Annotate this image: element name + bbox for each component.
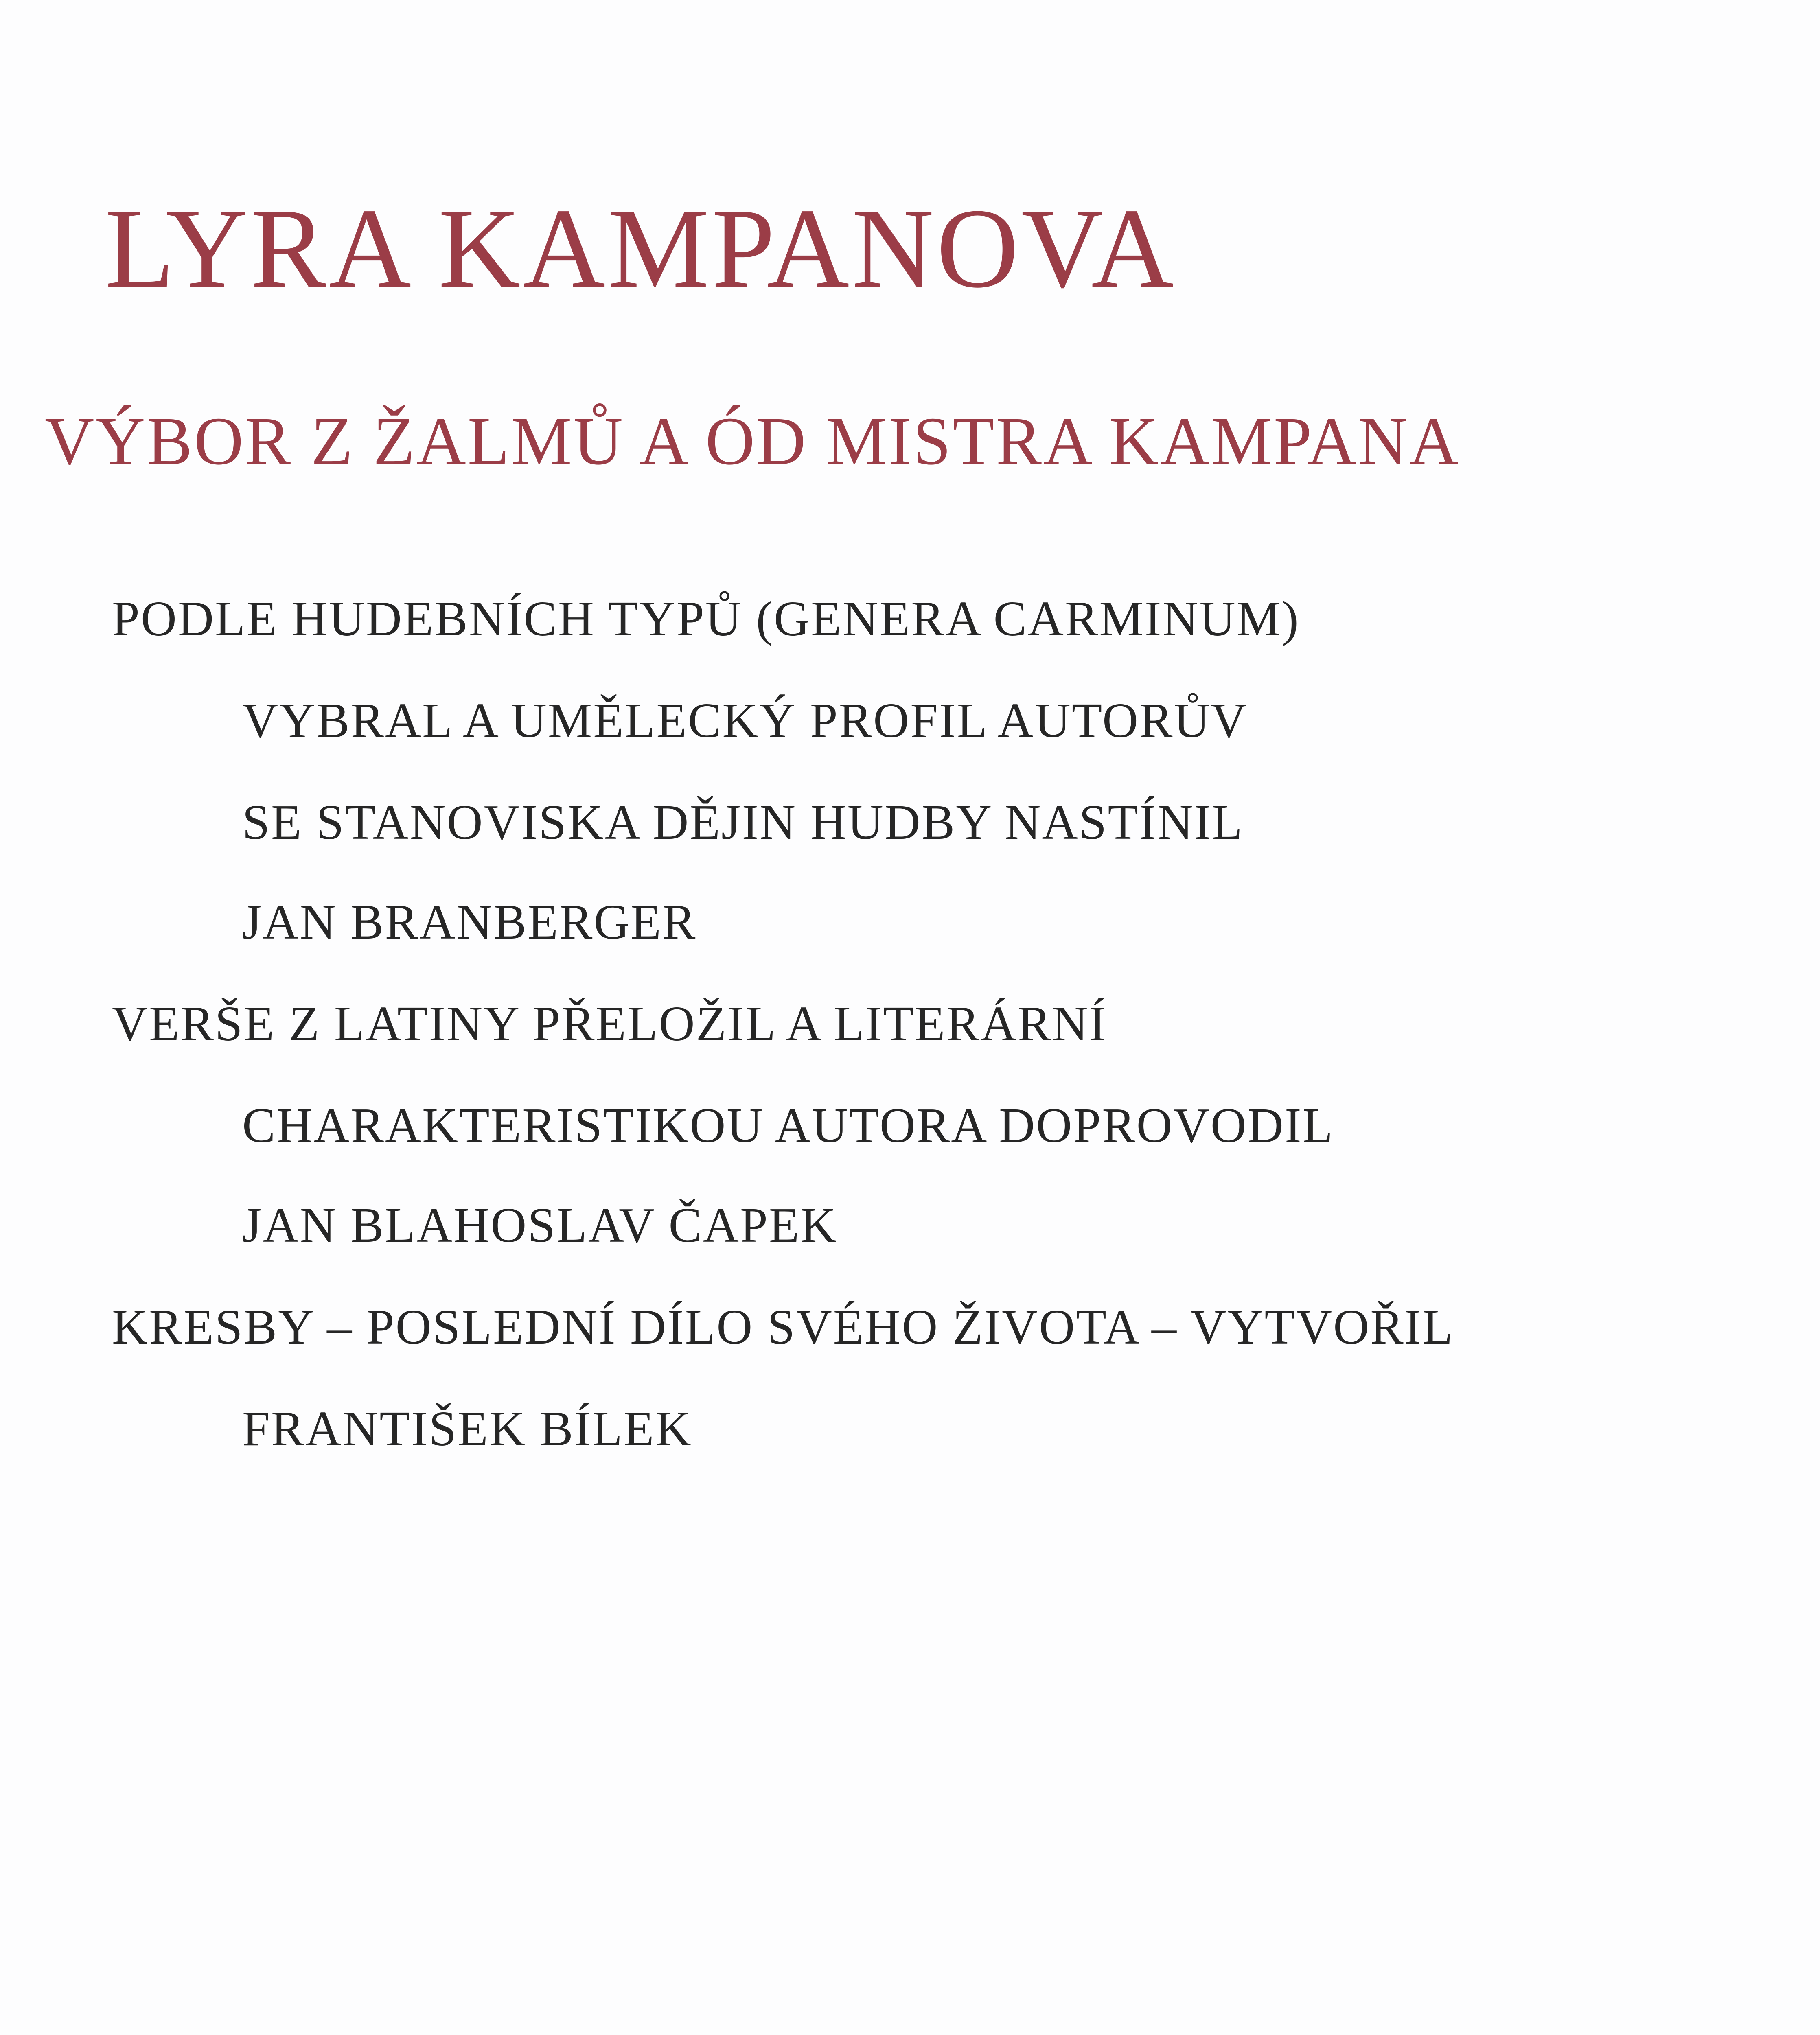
book-title: LYRA KAMPANOVA (105, 185, 1176, 311)
credit-author-name: JAN BRANBERGER (242, 895, 697, 950)
credit-line: PODLE HUDEBNÍCH TYPŮ (GENERA CARMINUM) (112, 591, 1300, 646)
credit-line: VERŠE Z LATINY PŘELOŽIL A LITERÁRNÍ (112, 996, 1107, 1051)
credit-illustrator-name: FRANTIŠEK BÍLEK (242, 1401, 692, 1456)
credit-line: KRESBY – POSLEDNÍ DÍLO SVÉHO ŽIVOTA – VYTVOŘIL (112, 1300, 1454, 1354)
credit-translator-name: JAN BLAHOSLAV ČAPEK (242, 1198, 838, 1253)
credit-line: CHARAKTERISTIKOU AUTORA DOPROVODIL (242, 1098, 1334, 1153)
book-subtitle: VÝBOR Z ŽALMŮ A ÓD MISTRA KAMPANA (45, 403, 1460, 479)
credit-line: SE STANOVISKA DĚJIN HUDBY NASTÍNIL (242, 795, 1244, 850)
credit-line: VYBRAL A UMĚLECKÝ PROFIL AUTORŮV (242, 693, 1248, 748)
